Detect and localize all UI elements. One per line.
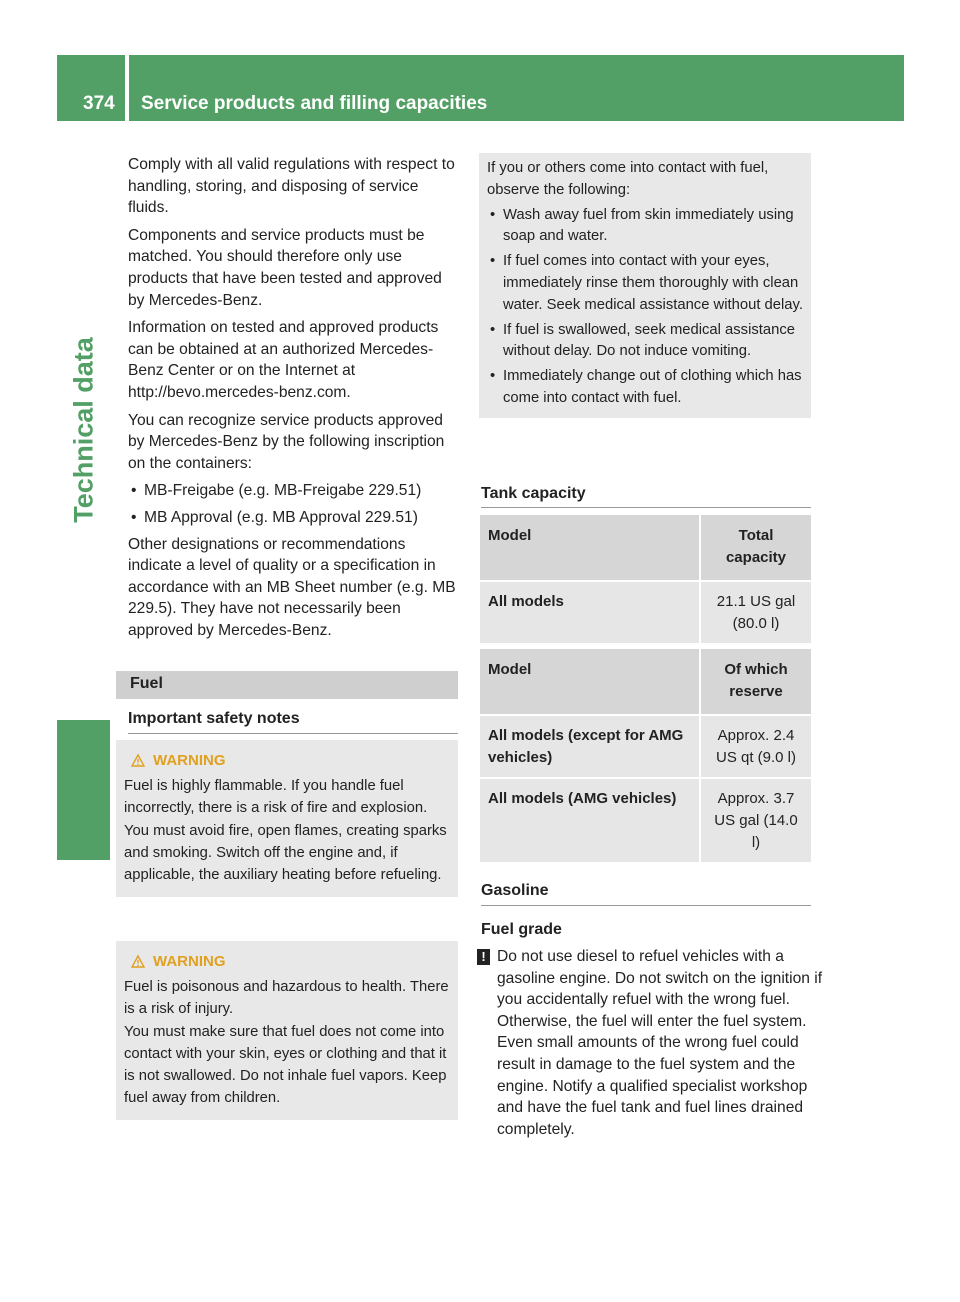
paragraph: Comply with all valid regulations with respect to handling, storing, and disposing of service fluids. <box>128 156 455 217</box>
table-cell: Approx. 2.4 US qt (9.0 l) <box>700 715 811 778</box>
warning-text: Fuel is poisonous and hazardous to health. There is a risk of injury. <box>124 978 449 1017</box>
subsection-heading: Fuel grade <box>481 921 562 938</box>
table-header-cell: Model <box>480 649 700 715</box>
section-heading: Gasoline <box>481 882 549 899</box>
paragraph: Components and service products must be matched. You should therefore only use products that have been tested and approved by Mercedes-Benz. <box>128 226 442 309</box>
tank-capacity-table <box>480 515 811 645</box>
warning-box <box>116 941 458 1120</box>
note-block <box>477 946 833 1140</box>
left-column <box>128 154 460 647</box>
side-tab-label: Technical data <box>68 337 99 523</box>
table-cell: All models (AMG vehicles) <box>480 778 700 863</box>
section-heading: Tank capacity <box>481 485 586 502</box>
heading-rule <box>128 733 458 734</box>
note-text: Do not use diesel to refuel vehicles with a gasoline engine. Do not switch on the ignition if you accidentally refuel with the wrong fuel. Otherwise, the fuel will enter the fuel system. Even small amounts of the wrong fuel could result in damage to the fuel system and the engine. Notify a qualified specialist workshop and have the fuel tank and fuel lines drained completely. <box>497 948 823 1138</box>
paragraph: Information on tested and approved products can be obtained at an authorized Mercedes-Benz Center or on the Internet at http://bevo.mercedes-benz.com. <box>128 319 439 401</box>
warning-title: WARNING <box>124 951 450 973</box>
table-header-cell: Of which reserve <box>700 649 811 715</box>
warning-triangle-icon <box>131 955 145 968</box>
section-band-fuel: Fuel <box>116 671 458 699</box>
list-item: • Immediately change out of clothing which has come into contact with fuel. <box>487 366 803 410</box>
table-row <box>480 715 811 778</box>
reserve-capacity-table <box>480 649 811 864</box>
page-number-box <box>57 55 125 121</box>
info-intro: If you or others come into contact with fuel, observe the following: <box>487 160 769 198</box>
list-item: • Wash away fuel from skin immediately using soap and water. <box>487 205 803 249</box>
info-box <box>479 153 811 418</box>
warning-text: You must make sure that fuel does not come into contact with your skin, eyes or clothing and that it is not swallowed. Do not inhale fuel vapors. Keep fuel away from children. <box>124 1024 447 1106</box>
table-header-cell: Model <box>480 515 700 581</box>
list-item: • If fuel is swallowed, seek medical assistance without delay. Do not induce vomiting. <box>487 320 803 364</box>
list-item: • MB Approval (e.g. MB Approval 229.51) <box>128 507 460 529</box>
paragraph: Other designations or recommendations indicate a level of quality or a specification in accordance with an MB Sheet number (e.g. MB 229.5). They have not necessarily been approved by Mercedes-Benz. <box>128 535 456 639</box>
table-cell: 21.1 US gal (80.0 l) <box>700 581 811 644</box>
page-number: 374 <box>83 93 115 114</box>
table-cell: Approx. 3.7 US gal (14.0 l) <box>700 778 811 863</box>
side-tab <box>58 150 110 710</box>
heading-rule <box>481 507 811 508</box>
warning-title: WARNING <box>124 750 450 772</box>
warning-text: Fuel is highly flammable. If you handle fuel incorrectly, there is a risk of fire and explosion. <box>124 777 428 816</box>
section-heading: Important safety notes <box>128 710 300 727</box>
header-bar <box>129 55 904 121</box>
table-cell: All models <box>480 581 700 644</box>
heading-rule <box>481 905 811 906</box>
warning-triangle-icon <box>131 754 145 767</box>
paragraph: You can recognize service products approved by Mercedes-Benz by the following inscription on the containers: <box>128 411 445 472</box>
warning-box <box>116 740 458 897</box>
list-item: • MB-Freigabe (e.g. MB-Freigabe 229.51) <box>128 480 460 502</box>
table-header-cell: Total capacity <box>700 515 811 581</box>
page-title: Service products and filling capacities <box>141 93 488 114</box>
table-header-row <box>480 515 811 581</box>
table-header-row <box>480 649 811 715</box>
table-row <box>480 778 811 863</box>
warning-text: You must avoid fire, open flames, creating sparks and smoking. Switch off the engine and, if applicable, the auxiliary heating before refueling. <box>124 823 447 883</box>
table-row <box>480 581 811 644</box>
exclamation-icon: ! <box>477 949 490 965</box>
side-tab-marker <box>57 720 110 860</box>
list-item: • If fuel comes into contact with your eyes, immediately rinse them thoroughly with clean water. Seek medical assistance without delay. <box>487 251 803 316</box>
table-cell: All models (except for AMG vehicles) <box>480 715 700 778</box>
